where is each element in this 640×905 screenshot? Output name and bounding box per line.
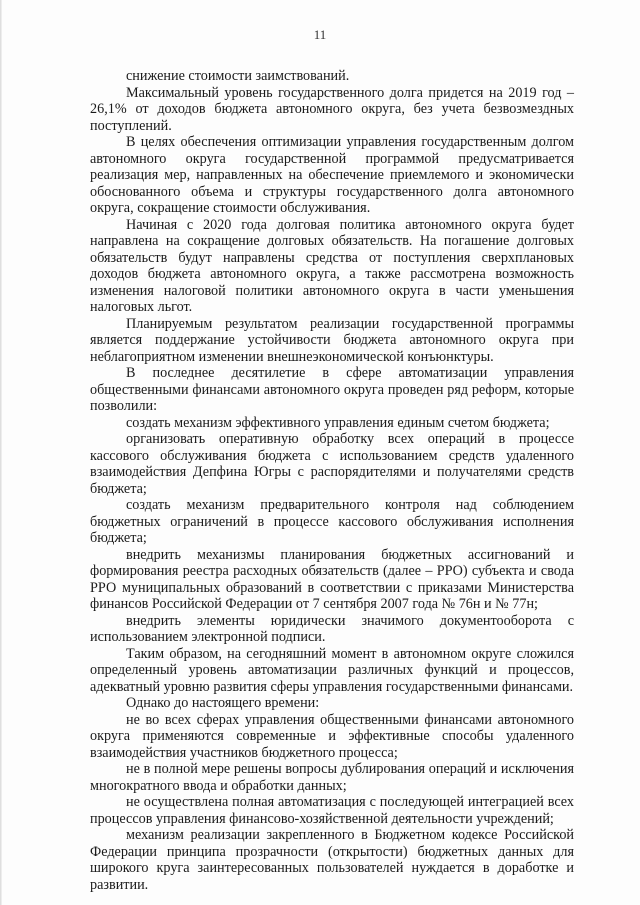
list-item-1: создать механизм эффективного управления единым счетом бюджета; bbox=[126, 414, 550, 431]
list-item-8: не осуществлена полная автоматизация с последующей интеграцией всех процессов управления финансово-хозяйственной деятельности учреждений; bbox=[90, 794, 574, 827]
paragraph-8: Однако до настоящего времени: bbox=[126, 695, 320, 711]
paragraph-1: снижение стоимости заимствований. bbox=[126, 68, 350, 84]
list-item-5: внедрить элементы юридически значимого документооборота с использованием электронной подписи. bbox=[90, 612, 574, 645]
scan-edge bbox=[0, 0, 2, 905]
list-item-7: не в полной мере решены вопросы дублирования операций и исключения многократного ввода и обработки данных; bbox=[90, 761, 574, 794]
paragraph-2: Максимальный уровень государственного долга придется на 2019 год – 26,1% от доходов бюджета автономного округа, без учета безвозмездных поступлений. bbox=[90, 84, 574, 134]
list-item-4: внедрить механизмы планирования бюджетных ассигнований и формирования реестра расходных обязательств (далее – РРО) субъекта и свода РРО муниципальных образований в соответствии с приказами Министерства финансов Российской Федерации от 7 сентября 2007 года № 76н и № 77н; bbox=[90, 546, 574, 612]
list-item-9: механизм реализации закрепленного в Бюджетном кодексе Российской Федерации принципа прозрачности (открытости) бюджетных данных для широкого круга заинтересованных пользователей нуждается в доработке и развитии. bbox=[90, 827, 574, 893]
list-item-2: организовать оперативную обработку всех операций в процессе кассового обслуживания бюджета с использованием средств удаленного взаимодействия Депфина Югры с распорядителями и получателями средств бюджета; bbox=[90, 431, 574, 497]
paragraph-7: Таким образом, на сегодняшний момент в автономном округе сложился определенный уровень автоматизации различных функций и процессов, адекватный уровню развития сферы управления государственными финансами. bbox=[90, 645, 574, 695]
list-item-6: не во всех сферах управления общественными финансами автономного округа применяются современные и эффективные способы удаленного взаимодействия участников бюджетного процесса; bbox=[90, 711, 574, 761]
paragraph-5: Планируемым результатом реализации государственной программы является поддержание устойчивости бюджета автономного округа при неблагоприятном изменении внешнеэкономической конъюнктуры. bbox=[90, 315, 574, 365]
document-body bbox=[90, 68, 574, 893]
page-number: 11 bbox=[313, 27, 327, 42]
paragraph-3: В целях обеспечения оптимизации управления государственным долгом автономного округа государственной программой предусматривается реализация мер, направленных на обеспечение приемлемого и экономически обоснованного объема и структуры государственного долга автономного округа, сокращение стоимости обслуживания. bbox=[90, 134, 574, 216]
list-item-3: создать механизм предварительного контроля над соблюдением бюджетных ограничений в процессе кассового обслуживания исполнения бюджета; bbox=[90, 497, 574, 546]
paragraph-6: В последнее десятилетие в сфере автоматизации управления общественными финансами автономного округа проведен ряд реформ, которые позволили: bbox=[90, 365, 574, 414]
paragraph-4: Начиная с 2020 года долговая политика автономного округа будет направлена на сокращение долговых обязательств. На погашение долговых обязательств будут направлены средства от поступления сверхплановых доходов бюджета автономного округа, а также рассмотрена возможность изменения налоговой политики автономного округа в части уменьшения налоговых льгот. bbox=[90, 216, 574, 315]
